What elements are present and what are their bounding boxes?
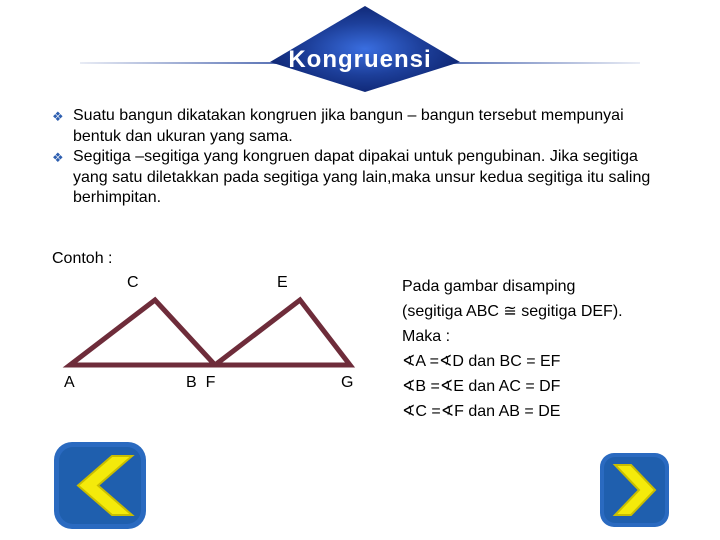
description-line: (segitiga ABC ≅ segitiga DEF). [402, 303, 623, 320]
description-block [402, 274, 702, 424]
description-line: Maka : [402, 328, 451, 345]
vertex-label-c: C [127, 274, 139, 291]
vertex-label-a: A [64, 374, 75, 391]
page-title: Kongruensi [288, 46, 432, 73]
description-line: ∢C =∢F dan AB = DE [402, 403, 561, 420]
description-line: Pada gambar disamping [402, 278, 576, 295]
prev-button[interactable] [50, 438, 150, 533]
triangle-abc [70, 300, 215, 365]
bullet-text: Segitiga –segitiga yang kongruen dapat dipakai untuk pengubinan. Jika segitiga yang satu diletakkan pada segitiga yang lain,maka unsur kedua segitiga itu saling berhimpitan. [73, 148, 651, 206]
example-label: Contoh : [52, 250, 113, 267]
diamond-flower-icon: ❖ [52, 150, 64, 165]
vertex-label-e: E [277, 274, 288, 291]
vertex-label-g: G [341, 374, 354, 391]
next-button[interactable] [597, 450, 672, 530]
triangle-efg [215, 300, 350, 365]
chevron-right-icon [600, 453, 669, 527]
description-line: ∢A =∢D dan BC = EF [402, 353, 561, 370]
diamond-flower-icon: ❖ [52, 109, 64, 124]
chevron-left-icon [54, 442, 146, 529]
bullet-text: Suatu bangun dikatakan kongruen jika bangun – bangun tersebut mempunyai bentuk dan ukuran yang sama. [73, 107, 624, 145]
description-line: ∢B =∢E dan AC = DF [402, 378, 561, 395]
vertex-label-bf: B F [186, 374, 216, 391]
